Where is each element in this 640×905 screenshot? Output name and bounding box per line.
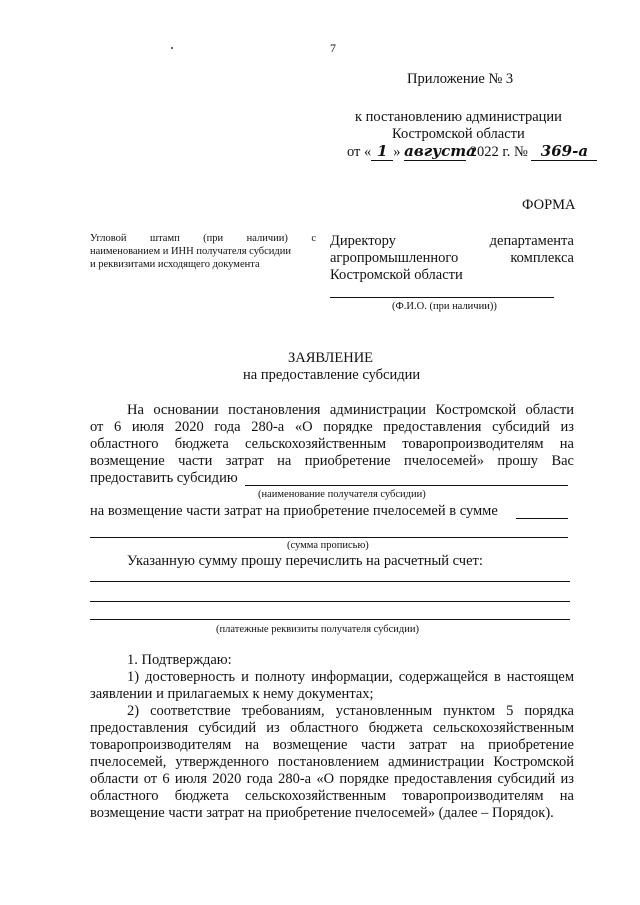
item-2-line: области от 6 июля 2020 года 280-а «О порядке предоставления субсидий из xyxy=(90,771,574,787)
document-number: 369-а xyxy=(531,143,597,161)
amount-text: на возмещение части затрат на приобретение пчелосемей в сумме xyxy=(90,503,498,519)
amount-short-line xyxy=(516,518,568,519)
fio-caption: (Ф.И.О. (при наличии)) xyxy=(392,301,497,312)
item-2 xyxy=(90,703,574,822)
confirm-heading: 1. Подтверждаю: xyxy=(127,652,232,668)
stamp-note-line: Угловой штамп (при наличии) с xyxy=(90,233,316,244)
amount-caption: (сумма прописью) xyxy=(287,540,369,551)
item-1-line: заявлении и прилагаемых к нему документах; xyxy=(90,686,374,702)
amount-words-line xyxy=(90,537,568,538)
statement-title: ЗАЯВЛЕНИЕ xyxy=(288,350,374,366)
recipient-caption: (наименование получателя субсидии) xyxy=(258,489,426,500)
date-mid: » xyxy=(393,144,401,160)
item-2-line: 2) соответствие требованиям, установленным пунктом 5 порядка xyxy=(127,703,574,719)
date-day: 1 xyxy=(371,143,393,161)
requisites-line-2 xyxy=(90,601,570,602)
paragraph-line: возмещение части затрат на приобретение пчелосемей» прошу Вас xyxy=(90,453,574,469)
paragraph-line: областного бюджета сельскохозяйственным товаропроизводителям на xyxy=(90,436,574,452)
addressee-line-3: Костромской области xyxy=(330,267,463,283)
paragraph-1 xyxy=(90,402,574,470)
paragraph-line: На основании постановления администрации Костромской области xyxy=(127,402,574,418)
page-number: 7 xyxy=(330,41,336,55)
appendix-date-line xyxy=(347,143,597,161)
statement-subtitle: на предоставление субсидии xyxy=(243,367,421,383)
stamp-note xyxy=(90,232,316,271)
transfer-text: Указанную сумму прошу перечислить на расчетный счет: xyxy=(127,553,483,569)
stamp-note-line: наименованием и ИНН получателя субсидии xyxy=(90,246,292,257)
requisites-line-3 xyxy=(90,619,570,620)
addressee xyxy=(330,233,574,284)
paragraph-line: от 6 июля 2020 года 280-а «О порядке предоставления субсидий из xyxy=(90,419,574,435)
item-1 xyxy=(90,669,574,703)
date-prefix: от « xyxy=(347,144,372,160)
appendix-line-2: Костромской области xyxy=(392,126,525,142)
addressee-line-2: агропромышленного комплекса xyxy=(330,250,574,266)
fio-line xyxy=(330,297,554,298)
addressee-line-1: Директору департамента xyxy=(330,233,574,249)
stamp-note-line: и реквизитами исходящего документа xyxy=(90,259,260,270)
item-2-line: предоставления субсидий из областного бюджета сельскохозяйственным xyxy=(90,720,574,736)
item-1-line: 1) достоверность и полноту информации, содержащейся в настоящем xyxy=(127,669,574,685)
scan-speck xyxy=(171,47,173,49)
date-year: 2022 г. № xyxy=(469,144,528,160)
item-2-line: товаропроизводителям на возмещение части затрат на приобретение xyxy=(90,737,574,753)
item-2-line: возмещение части затрат на приобретение пчелосемей» (далее – Порядок). xyxy=(90,805,554,821)
requisites-caption: (платежные реквизиты получателя субсидии) xyxy=(216,624,419,635)
recipient-name-line xyxy=(245,485,568,486)
appendix-title: Приложение № 3 xyxy=(407,71,514,87)
appendix-line-1: к постановлению администрации xyxy=(355,109,562,125)
form-label: ФОРМА xyxy=(522,197,576,213)
item-2-line: областного бюджета сельскохозяйственным товаропроизводителям на xyxy=(90,788,574,804)
requisites-line-1 xyxy=(90,581,570,582)
item-2-line: пчелосемей, утвержденного постановлением администрации Костромской xyxy=(90,754,574,770)
date-month: августа xyxy=(404,142,476,160)
provide-subsidy-text: предоставить субсидию xyxy=(90,470,238,486)
